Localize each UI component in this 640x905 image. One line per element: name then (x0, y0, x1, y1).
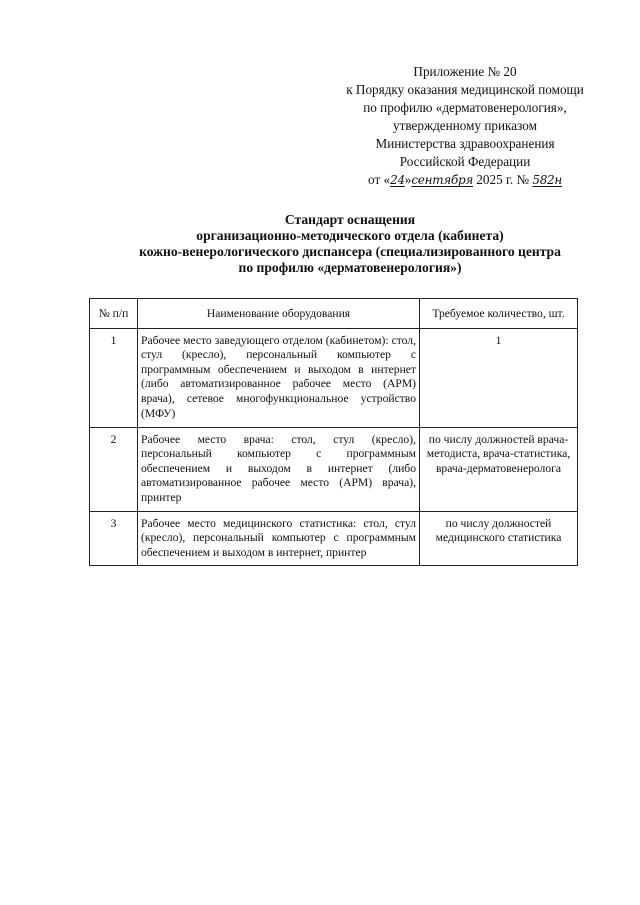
appendix-line: по профилю «дерматовенерология», (363, 100, 567, 115)
table-row (90, 328, 578, 427)
appendix-header (330, 63, 600, 189)
date-mid: » (404, 172, 412, 187)
date-prefix: от « (368, 172, 391, 187)
required-quantity: по числу должностей медицинского статистика (420, 511, 578, 566)
appendix-line: Российской Федерации (399, 154, 531, 169)
equipment-name: Рабочее место медицинского статистика: стол, стул (кресло), персональный компьютер с программным обеспечением и выходом в интернет, принтер (138, 511, 420, 566)
equipment-name: Рабочее место заведующего отделом (кабинетом): стол, стул (кресло), персональный компьютер с программным обеспечением и выходом в интернет (либо автоматизированное рабочее место (АРМ) врача), сетевое многофункциональное устройство (МФУ) (138, 328, 420, 427)
order-date-line (330, 171, 600, 189)
row-number: 2 (90, 427, 138, 511)
date-year: 2025 г. № (476, 172, 530, 187)
order-number-handwritten: 582н (532, 173, 562, 187)
table-row (90, 427, 578, 511)
appendix-line: Министерства здравоохранения (375, 136, 555, 151)
table-header-row (90, 299, 578, 329)
column-header-equipment: Наименование оборудования (138, 299, 420, 329)
appendix-line: Приложение № 20 (413, 64, 517, 79)
document-title (60, 212, 640, 276)
appendix-line: к Порядку оказания медицинской помощи (346, 82, 584, 97)
title-line: организационно-методического отдела (кабинета) (196, 228, 504, 243)
date-day-handwritten: 24 (390, 173, 405, 187)
date-month-handwritten: сентября (411, 173, 473, 187)
required-quantity: 1 (420, 328, 578, 427)
title-line: по профилю «дерматовенерология») (238, 260, 462, 275)
row-number: 1 (90, 328, 138, 427)
column-header-number: № п/п (90, 299, 138, 329)
appendix-line: утвержденному приказом (393, 118, 537, 133)
required-quantity: по числу должностей врача-методиста, врача-статистика, врача-дерматовенеролога (420, 427, 578, 511)
equipment-table (89, 298, 578, 566)
table-row (90, 511, 578, 566)
row-number: 3 (90, 511, 138, 566)
title-line: Стандарт оснащения (284, 212, 416, 227)
equipment-name: Рабочее место врача: стол, стул (кресло), персональный компьютер с программным обеспечением и выходом в интернет (либо автоматизированное рабочее место (АРМ) врача), принтер (138, 427, 420, 511)
title-line: кожно-венерологического диспансера (специализированного центра (139, 244, 561, 259)
column-header-quantity: Требуемое количество, шт. (420, 299, 578, 329)
